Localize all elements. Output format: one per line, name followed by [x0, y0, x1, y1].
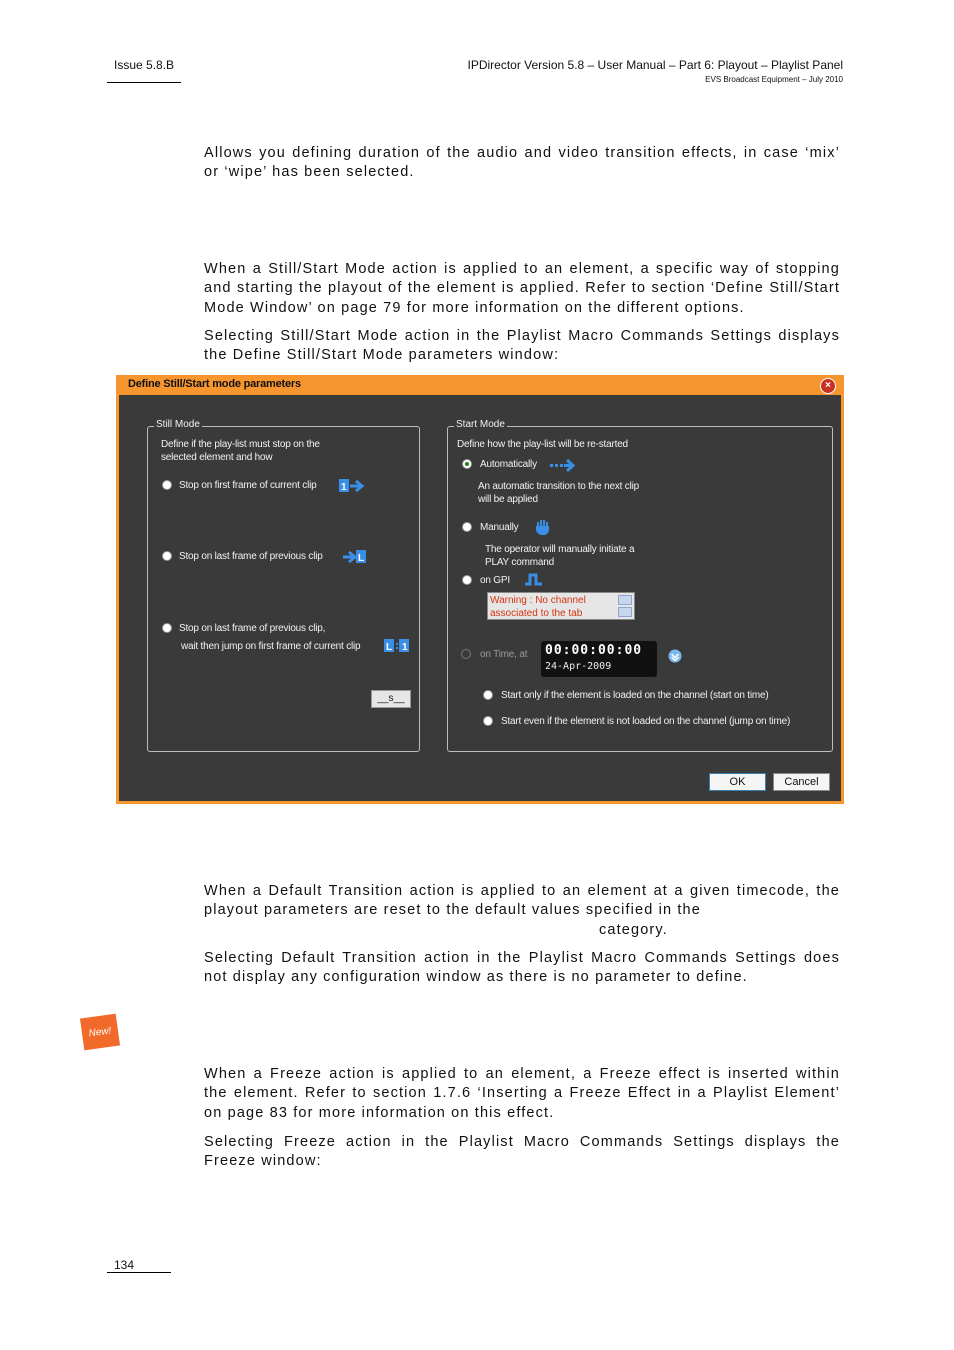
- first-frame-icon: [339, 478, 365, 494]
- gpi-pulse-icon: [524, 572, 544, 586]
- last-first-icon: [384, 638, 410, 654]
- header-title: IPDirector Version 5.8 – User Manual – Part 6: Playout – Playlist Panel: [467, 58, 843, 72]
- label-on-time: on Time, at: [480, 649, 528, 660]
- label-automatically: Automatically: [480, 459, 537, 470]
- timecode-value: 00:00:00:00: [545, 643, 643, 658]
- dialog-title: Define Still/Start mode parameters: [128, 378, 301, 390]
- label-stop-wait-jump-1: Stop on last frame of previous clip,: [179, 623, 326, 634]
- start-mode-title: Start Mode: [456, 419, 505, 430]
- calendar-dropdown-icon[interactable]: [668, 649, 682, 663]
- header-subtitle: EVS Broadcast Equipment – July 2010: [705, 75, 843, 84]
- svg-text:1: 1: [341, 482, 347, 493]
- new-badge: New!: [80, 1014, 120, 1051]
- header-rule: [107, 82, 181, 83]
- label-start-only-loaded: Start only if the element is loaded on the channel (start on time): [501, 690, 769, 701]
- svg-text:1: 1: [402, 642, 408, 653]
- paragraph-still-start-intro: When a Still/Start Mode action is applied to an element, a specific way of stopping and starting the playout of the element is applied. Refer to section ‘Define Still/Start Mode Window’ on page 79 for more information on the different options.: [204, 261, 840, 316]
- radio-on-time[interactable]: [461, 649, 471, 659]
- label-on-gpi: on GPI: [480, 575, 510, 586]
- auto-desc-1: An automatic transition to the next clip: [478, 481, 639, 492]
- radio-start-even-not-loaded[interactable]: [483, 716, 493, 726]
- still-mode-title: Still Mode: [156, 419, 200, 430]
- label-manually: Manually: [480, 522, 519, 533]
- dialog-body: [119, 395, 841, 801]
- radio-stop-last-frame[interactable]: [162, 551, 172, 561]
- radio-start-only-loaded[interactable]: [483, 690, 493, 700]
- gpi-warning-text: Warning : No channel associated to the tab: [490, 595, 586, 619]
- svg-text:L: L: [358, 553, 365, 564]
- hand-icon: [534, 518, 552, 536]
- radio-stop-wait-jump[interactable]: [162, 623, 172, 633]
- still-mode-desc-2: selected element and how: [161, 452, 273, 463]
- header-issue: Issue 5.8.B: [114, 58, 175, 72]
- footer-rule: [107, 1272, 171, 1273]
- page-number: 134: [114, 1258, 135, 1272]
- still-mode-group: [147, 419, 420, 752]
- radio-automatically[interactable]: [462, 459, 472, 469]
- paragraph-default-transition: [204, 882, 840, 940]
- radio-stop-first-frame[interactable]: [162, 480, 172, 490]
- start-mode-desc: Define how the play-list will be re-started: [457, 439, 628, 450]
- paragraph-transition-duration: Allows you defining duration of the audio and video transition effects, in case ‘mix’ or ‘wipe’ has been selected.: [204, 145, 840, 181]
- start-mode-group: [447, 419, 833, 752]
- manual-desc-2: PLAY command: [485, 557, 554, 568]
- header-right: [467, 58, 843, 84]
- label-stop-wait-jump-2: wait then jump on first frame of current clip: [181, 641, 361, 652]
- label-start-even-not-loaded: Start even if the element is not loaded on the channel (jump on time): [501, 716, 791, 727]
- warning-scrollbar[interactable]: [618, 595, 632, 617]
- paragraph-freeze-intro: When a Freeze action is applied to an element, a Freeze effect is inserted within the element. Refer to section 1.7.6 ‘Inserting a Freeze Effect in a Playlist Element’ on page 83 for more information on this effect.: [204, 1066, 840, 1121]
- wait-duration-field[interactable]: __s__: [371, 690, 411, 708]
- gpi-warning-box[interactable]: [487, 592, 635, 620]
- auto-desc-2: will be applied: [478, 494, 538, 505]
- manual-desc-1: The operator will manually initiate a: [485, 544, 635, 555]
- default-transition-text: When a Default Transition action is applied to an element at a given timecode, the playout parameters are reset to the default values specified in the: [204, 883, 840, 919]
- last-frame-icon: [342, 549, 368, 565]
- cancel-button[interactable]: Cancel: [773, 773, 830, 791]
- still-mode-desc-1: Define if the play-list must stop on the: [161, 439, 320, 450]
- paragraph-still-start-window: Selecting Still/Start Mode action in the Playlist Macro Commands Settings displays the Define Still/Start Mode parameters window:: [204, 328, 840, 364]
- radio-manually[interactable]: [462, 522, 472, 532]
- label-stop-last-frame: Stop on last frame of previous clip: [179, 551, 323, 562]
- ok-button[interactable]: OK: [709, 773, 766, 791]
- paragraph-freeze-window: Selecting Freeze action in the Playlist Macro Commands Settings displays the Freeze window:: [204, 1134, 840, 1170]
- timecode-date: 24-Apr-2009: [545, 661, 612, 672]
- still-start-dialog: [116, 375, 844, 804]
- close-icon[interactable]: ×: [820, 378, 836, 394]
- paragraph-default-transition-no-window: Selecting Default Transition action in the Playlist Macro Commands Settings does not display any configuration window as there is no parameter to define.: [204, 950, 840, 986]
- radio-on-gpi[interactable]: [462, 575, 472, 585]
- label-stop-first-frame: Stop on first frame of current clip: [179, 480, 317, 491]
- timecode-field[interactable]: [541, 641, 657, 677]
- svg-text:L: L: [386, 642, 393, 653]
- automatic-arrow-icon: [550, 458, 576, 472]
- default-transition-category: category.: [599, 921, 668, 938]
